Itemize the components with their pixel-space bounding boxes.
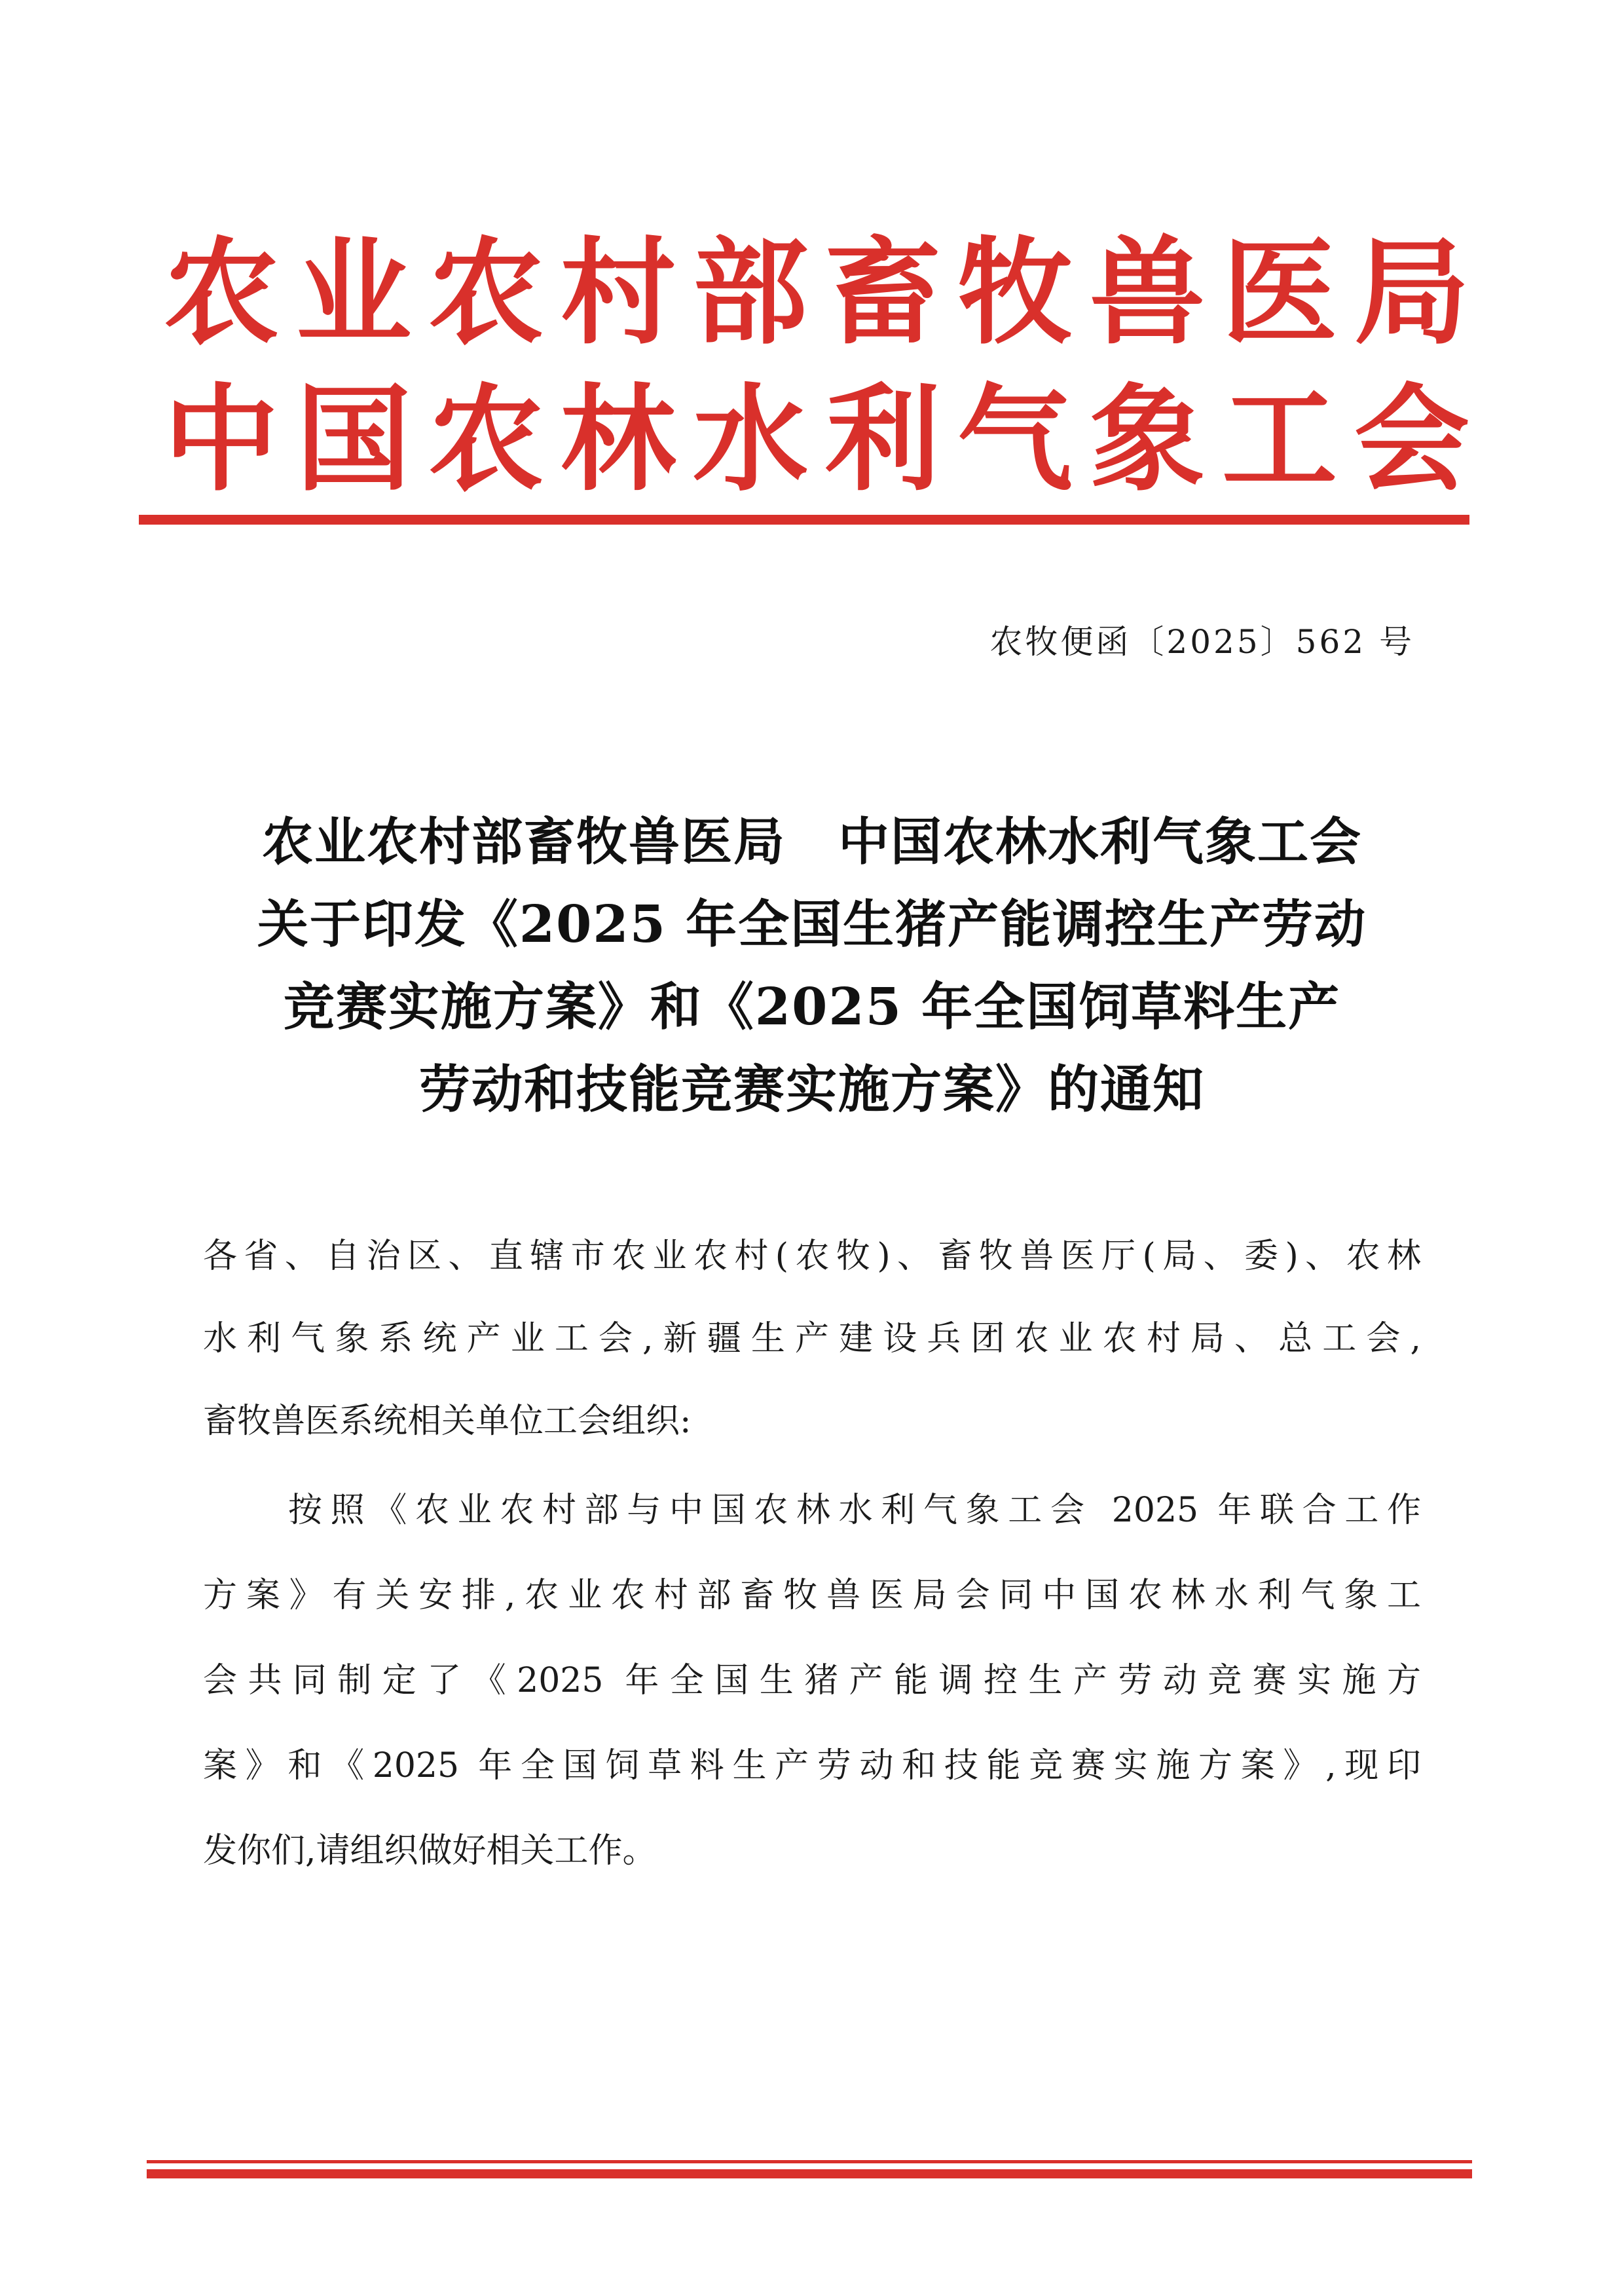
title-line: 竞赛实施方案》和《2025 年全国饲草料生产 (283, 977, 1341, 1037)
header-red-rule (139, 515, 1469, 525)
footer-red-rule-thin (147, 2160, 1472, 2163)
title-line: 农业农村部畜牧兽医局 中国农林水利气象工会 (261, 812, 1362, 872)
addressee-line: 畜牧兽医系统相关单位工会组织: (203, 1402, 692, 1441)
addressee-line: 水利气象系统产业工会,新疆生产建设兵团农业农村局、总工会, (203, 1319, 1421, 1358)
issuer-name-trade-union: 中国农林水利气象工会 (164, 373, 1473, 507)
footer-red-rule-thick (147, 2169, 1472, 2178)
addressee-line: 各省、自治区、直辖市农业农村(农牧)、畜牧兽医厅(局、委)、农林 (203, 1237, 1421, 1276)
body-paragraph-line: 发你们,请组织做好相关工作。 (203, 1831, 657, 1871)
body-paragraph-line: 方案》有关安排,农业农村部畜牧兽医局会同中国农林水利气象工 (203, 1576, 1421, 1615)
body-paragraph-line: 会共同制定了《2025 年全国生猪产能调控生产劳动竞赛实施方 (203, 1661, 1421, 1700)
issuer-name-agriculture-bureau: 农业农村部畜牧兽医局 (164, 226, 1473, 360)
title-line: 劳动和技能竞赛实施方案》的通知 (418, 1060, 1205, 1119)
body-paragraph-line: 按照《农业农村部与中国农林水利气象工会 2025 年联合工作 (288, 1491, 1421, 1530)
document-number: 农牧便函〔2025〕562 号 (989, 623, 1414, 661)
body-paragraph-line: 案》和《2025 年全国饲草料生产劳动和技能竞赛实施方案》,现印 (203, 1746, 1421, 1785)
title-line: 关于印发《2025 年全国生猪产能调控生产劳动 (257, 895, 1367, 954)
